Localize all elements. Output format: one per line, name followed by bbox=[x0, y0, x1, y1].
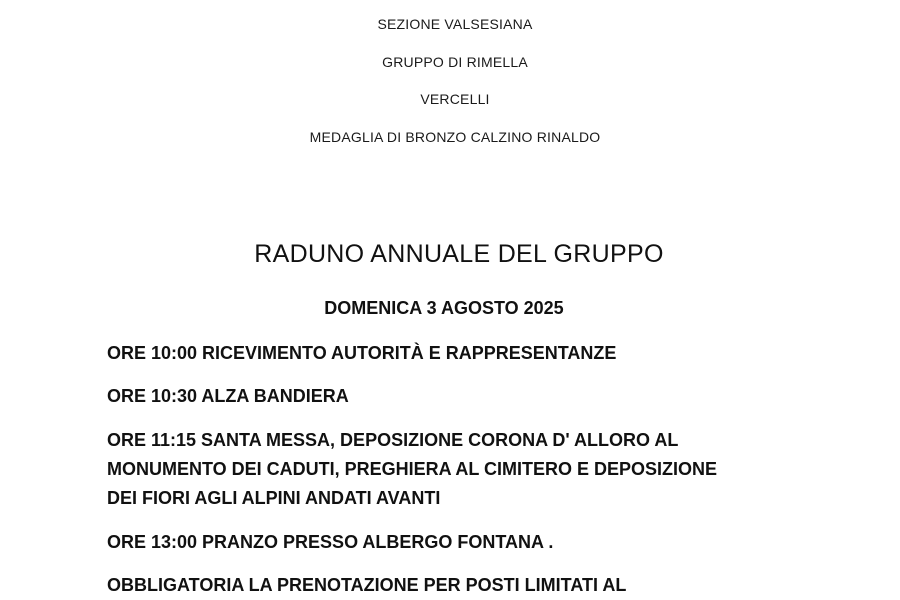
program-item bbox=[107, 528, 553, 557]
program-item bbox=[107, 339, 616, 368]
header-section-name: SEZIONE VALSESIANA bbox=[377, 16, 533, 32]
program-item-line: OBBLIGATORIA LA PRENOTAZIONE PER POSTI LIMITATI AL bbox=[107, 575, 627, 595]
header-dedication: MEDAGLIA DI BRONZO CALZINO RINALDO bbox=[309, 129, 601, 145]
header-group-name: GRUPPO DI RIMELLA bbox=[382, 54, 528, 70]
program-item-line: ORE 10:00 RICEVIMENTO AUTORITÀ E RAPPRESENTANZE bbox=[107, 343, 617, 363]
program-item-line: ORE 10:30 ALZA BANDIERA bbox=[107, 386, 349, 406]
header-city: VERCELLI bbox=[420, 91, 490, 107]
event-title: RADUNO ANNUALE DEL GRUPPO bbox=[254, 240, 664, 268]
program-item-line: DEI FIORI AGLI ALPINI ANDATI AVANTI bbox=[107, 488, 441, 508]
program-item bbox=[107, 571, 626, 600]
event-date: DOMENICA 3 AGOSTO 2025 bbox=[324, 298, 564, 318]
program-item-line: MONUMENTO DEI CADUTI, PREGHIERA AL CIMITERO E DEPOSIZIONE bbox=[107, 459, 718, 479]
program-item-line: ORE 11:15 SANTA MESSA, DEPOSIZIONE CORONA D' ALLORO AL bbox=[107, 430, 679, 450]
program-item-line: ORE 13:00 PRANZO PRESSO ALBERGO FONTANA . bbox=[107, 532, 554, 552]
program-item bbox=[107, 382, 349, 411]
program-item bbox=[107, 426, 717, 513]
